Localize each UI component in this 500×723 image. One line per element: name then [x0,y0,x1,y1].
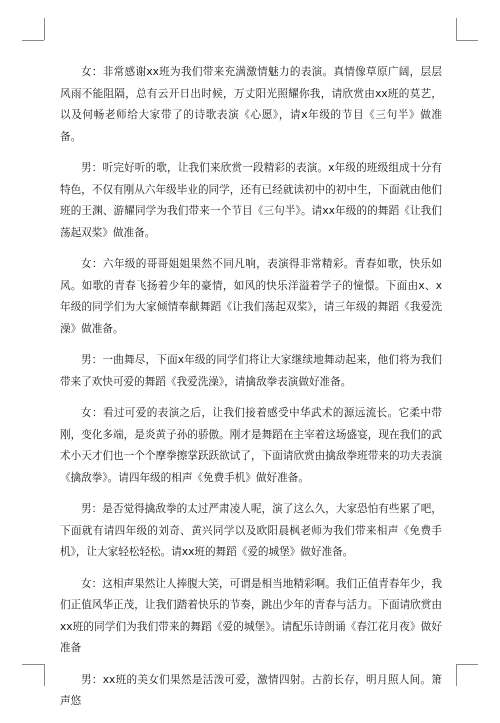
paragraph: 男：是否觉得擒敌拳的太过严肃凌人呢，演了这么久，大家恐怕有些累了吧，下面就有请四年级的刘奇、黄兴同学以及欧阳晨枫老师为我们带来相声《免费手机》，让大家轻松轻松。请xx班的舞蹈《爱的城堡》做好准备。 [60,503,442,558]
paragraph: 女：非常感谢xx班为我们带来充满激情魅力的表演。真情像草原广阔，层层风雨不能阻隔，总有云开日出时候，万丈阳光照耀你我，请欣赏由xx班的莫艺，以及何畅老师给大家带了的诗歌表演《心愿》，请x年级的节目《三句半》做准备。 [60,66,442,143]
paragraph: 女：六年级的哥哥姐姐果然不同凡响，表演得非常精彩。青春如歌，快乐如风。如歌的青春飞扬着少年的豪情，如风的快乐洋溢着学子的憧憬。下面由x、x年级的同学们为大家倾情奉献舞蹈《让我们荡起双桨》，请三年级的舞蹈《我爱洗澡》做准备。 [60,258,442,335]
paragraph: 男：一曲舞尽，下面x年级的同学们将让大家继续地舞动起来，他们将为我们带来了欢快可爱的舞蹈《我爱洗澡》，请擒敌拳表演做好准备。 [60,354,442,388]
document-body [60,62,442,723]
paragraph: 女：这相声果然让人捧腹大笑，可谓是相当地精彩啊。我们正值青春年少，我们正值风华正茂，让我们踏着快乐的节奏，跳出少年的青春与活力。下面请欣赏由xx班的同学们为我们带来的舞蹈《爱的城堡》。请配乐诗朗诵《春江花月夜》做好准备 [60,577,442,654]
paragraph: 男：xx班的美女们果然是活泼可爱，激情四射。古韵长存，明月照人间。箫声悠 [60,673,442,707]
paragraph: 男：听完好听的歌，让我们来欣赏一段精彩的表演。x年级的班级组成十分有特色，不仅有刚从六年级毕业的同学，还有已经就读初中的初中生，下面就由他们班的王渊、游耀同学为我们带来一个节目《三句半》。请xx年级的的舞蹈《让我们荡起双桨》做准备。 [60,162,442,239]
paragraph: 女：看过可爱的表演之后，让我们接着感受中华武术的源远流长。它柔中带刚，变化多端，是炎黄子孙的骄傲。刚才是舞蹈在主宰着这场盛宴，现在我们的武术小天才们也一个个摩拳擦掌跃跃欲试了，下面请欣赏由擒敌拳班带来的功夫表演《擒敌拳》。请四年级的相声《免费手机》做好准备。 [60,407,442,484]
